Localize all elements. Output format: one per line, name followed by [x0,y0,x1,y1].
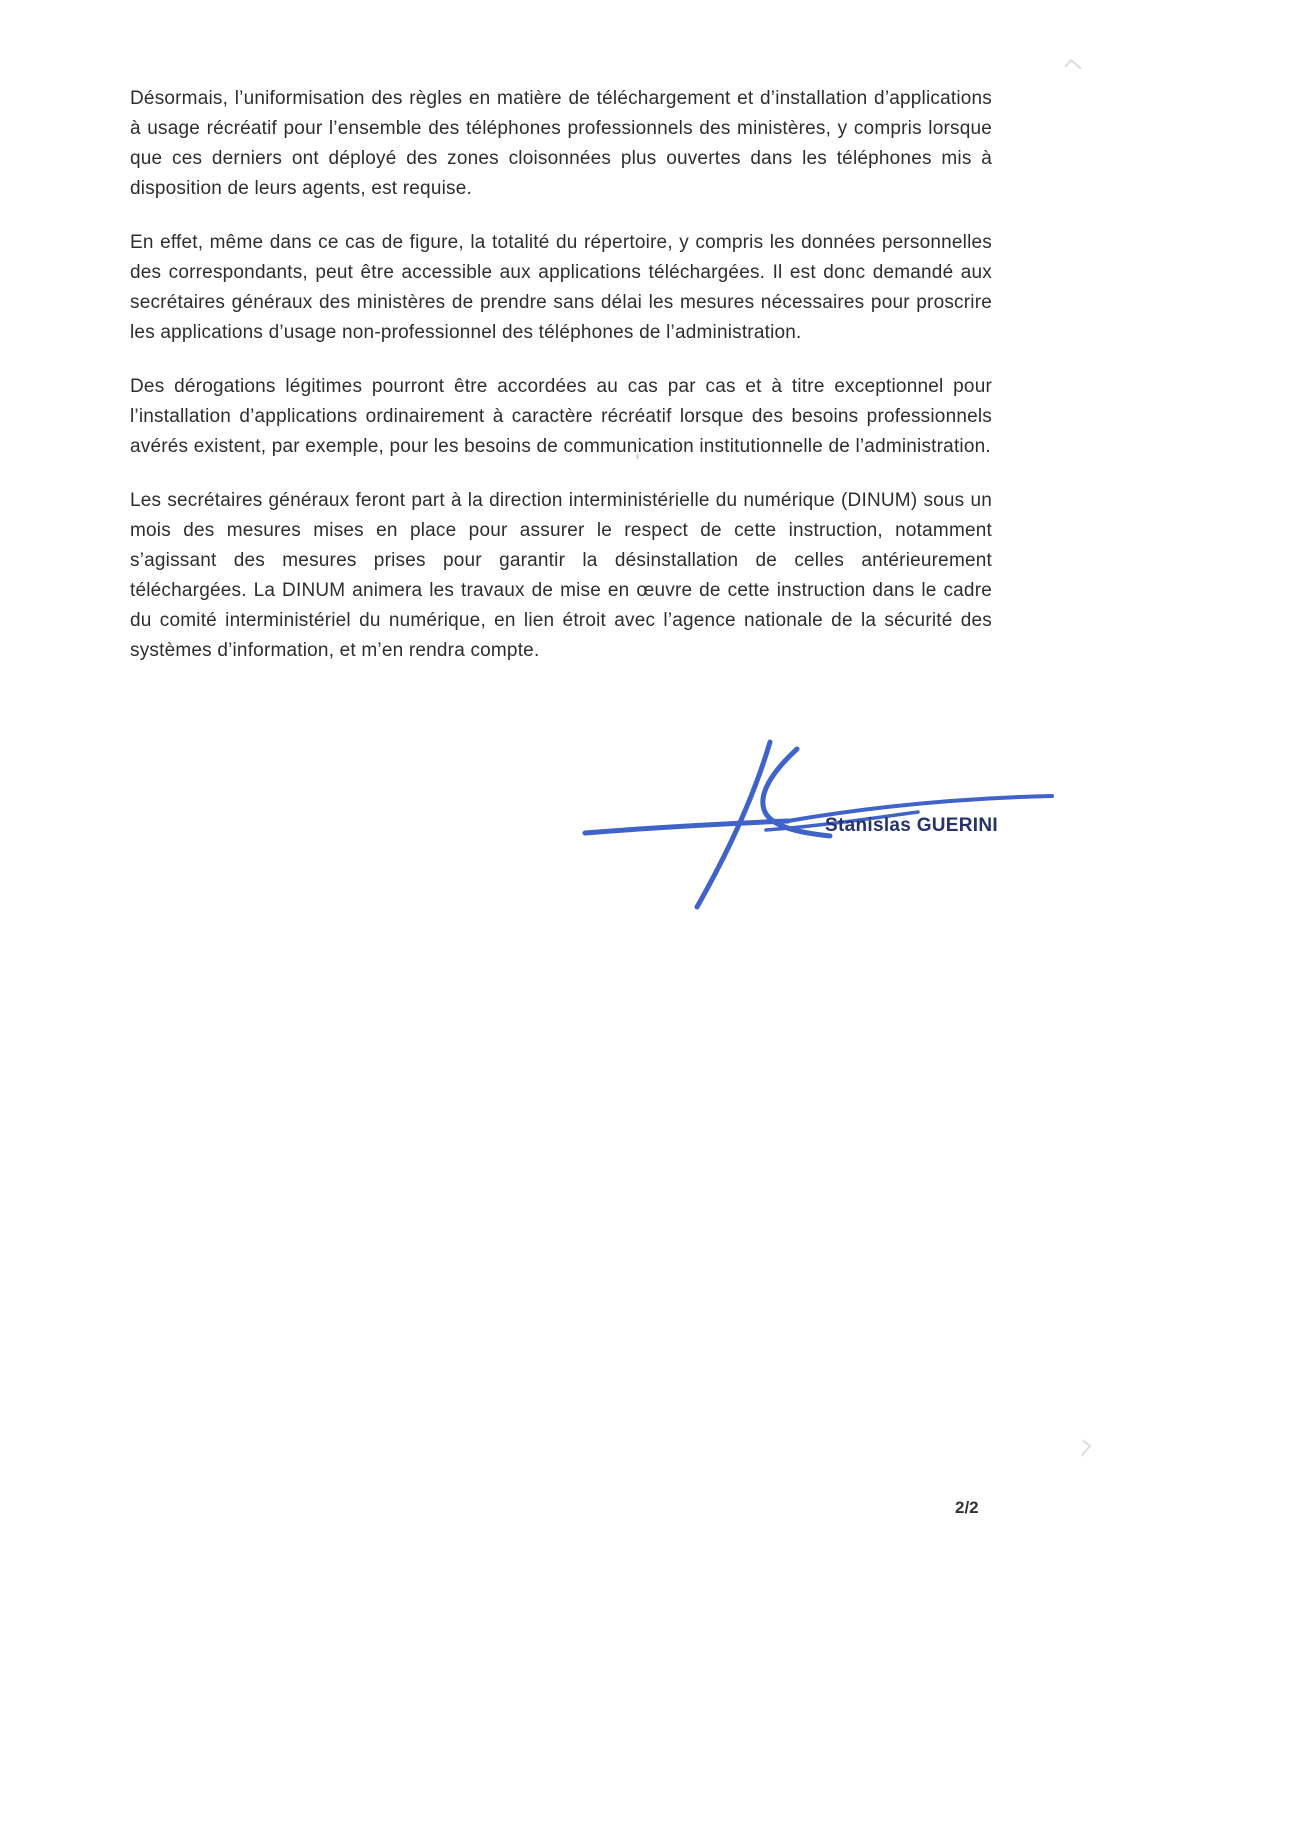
signature-block [575,735,1075,925]
scan-artifact-top [1064,59,1081,76]
letter-body [130,84,992,690]
paragraph-4: Les secrétaires généraux feront part à la direction interministérielle du numérique (DINUM) sous un mois des mesures mises en place pour assurer le respect de cette instruction, notamment s’agissant des mesures prises pour garantir la désinstallation de celles antérieurement téléchargées. La DINUM animera les travaux de mise en œuvre de cette instruction dans le cadre du comité interministériel du numérique, en lien étroit avec l’agence nationale de la sécurité des systèmes d’information, et m’en rendra compte. [130,490,992,661]
signatory-name: Stanislas GUERINI [825,815,998,836]
paragraph-3: Des dérogations légitimes pourront être accordées au cas par cas et à titre exceptionnel pour l’installation d’applications ordinairement à caractère récréatif lorsque des besoins professionnels avérés existent, par exemple, pour les besoins de communication institutionnelle de l’administration. [130,376,992,457]
paragraph-2: En effet, même dans ce cas de figure, la totalité du répertoire, y compris les données personnelles des correspondants, peut être accessible aux applications téléchargées. Il est donc demandé aux secrétaires généraux des ministères de prendre sans délai les mesures nécessaires pour proscrire les applications d’usage non-professionnel des téléphones de l’administration. [130,232,992,343]
paragraph-1: Désormais, l’uniformisation des règles en matière de téléchargement et d’installation d’applications à usage récréatif pour l’ensemble des téléphones professionnels des ministères, y compris lorsque que ces derniers ont déployé des zones cloisonnées plus ouvertes dans les téléphones mis à disposition de leurs agents, est requise. [130,88,992,199]
scan-artifact-bottom [1075,1439,1092,1456]
page-number: 2/2 [955,1498,979,1517]
scan-artifact-mid [636,454,639,459]
